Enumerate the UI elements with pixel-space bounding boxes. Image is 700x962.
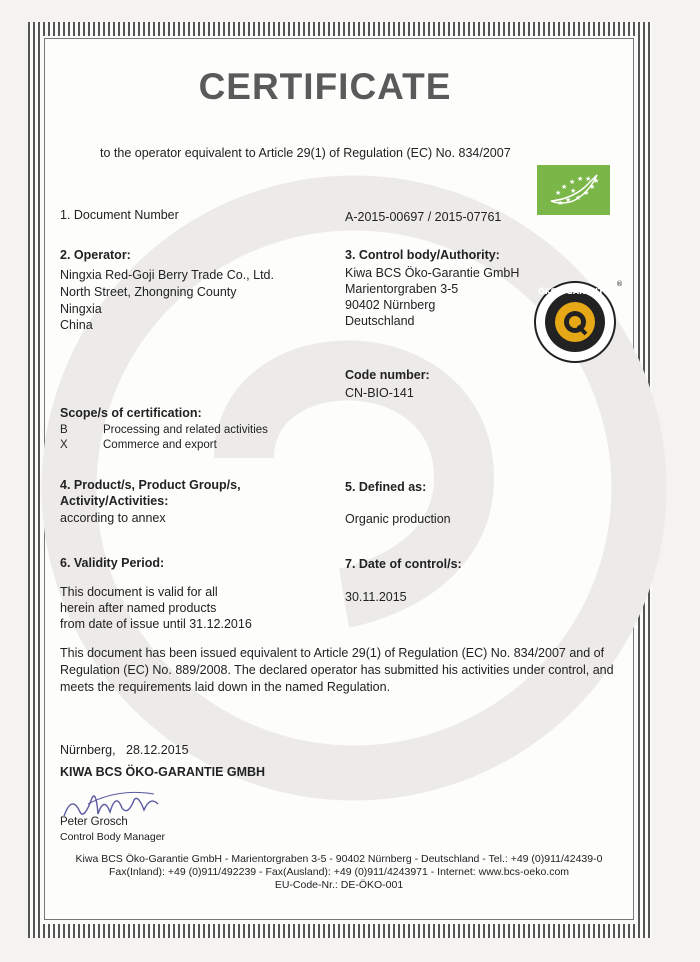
control-body-line-2: Marientorgraben 3-5 [345, 282, 459, 296]
bcs-seal-bottom-text: BCS [566, 351, 584, 360]
scope-item-code-1: B [60, 424, 68, 436]
scope-item-text-2: Commerce and export [103, 439, 217, 451]
products-label-line-1: 4. Product/s, Product Group/s, [60, 478, 241, 492]
defined-as-value: Organic production [345, 512, 451, 526]
place-and-date: Nürnberg, 28.12.2015 [60, 743, 189, 757]
bcs-seal-top-text: ÖKO - GARANTIE [537, 287, 613, 296]
issuer-name: KIWA BCS ÖKO-GARANTIE GMBH [60, 765, 266, 779]
svg-text:★: ★ [561, 183, 568, 191]
certification-statement: This document has been issued equivalent to Article 29(1) of Regulation (EC) No. 834/2007 and of Regulation (EC) No. 889/2008. The declared operator has submitted his activities under control, and meets the requirements laid down in the named Regulation. [60, 646, 614, 694]
svg-text:★: ★ [583, 189, 590, 197]
products-label-line-2: Activity/Activities: [60, 494, 169, 508]
svg-text:®: ® [616, 280, 623, 288]
scope-item-text-1: Processing and related activities [103, 424, 268, 436]
code-number-value: CN-BIO-141 [345, 386, 414, 400]
document-number-label: 1. Document Number [60, 208, 179, 222]
svg-text:★: ★ [585, 175, 592, 183]
bcs-oeko-garantie-seal [532, 278, 623, 364]
certificate-title: CERTIFICATE [198, 66, 452, 107]
defined-as-label: 5. Defined as: [345, 480, 427, 494]
svg-text:★: ★ [593, 177, 600, 185]
signatory-role: Control Body Manager [60, 831, 166, 843]
scope-item-code-2: X [60, 439, 68, 451]
footer-line-3: EU-Code-Nr.: DE-ÖKO-001 [274, 879, 404, 891]
svg-text:★: ★ [555, 189, 562, 197]
date-of-control-label: 7. Date of control/s: [345, 557, 462, 571]
svg-text:★: ★ [569, 178, 576, 186]
operator-line-2: North Street, Zhongning County [60, 285, 237, 299]
eu-leaf-stars-icon [537, 165, 610, 215]
control-body-line-4: Deutschland [345, 314, 415, 328]
eu-organic-logo [537, 165, 610, 215]
signatory-name: Peter Grosch [60, 816, 128, 828]
certificate-subtitle: to the operator equivalent to Article 29(1) of Regulation (EC) No. 834/2007 [100, 146, 511, 160]
validity-label: 6. Validity Period: [60, 556, 165, 570]
svg-text:★: ★ [557, 199, 564, 207]
validity-line-3: from date of issue until 31.12.2016 [60, 617, 252, 631]
code-number-label: Code number: [345, 368, 430, 382]
operator-line-3: Ningxia [60, 302, 102, 316]
svg-text:★: ★ [589, 183, 596, 191]
document-number-value: A-2015-00697 / 2015-07761 [345, 210, 502, 224]
footer-line-1: Kiwa BCS Öko-Garantie GmbH - Marientorgraben 3-5 - 90402 Nürnberg - Deutschland - Tel.: +49 (0)911/42439-0 [75, 853, 603, 865]
validity-line-2: herein after named products [60, 601, 217, 615]
products-value: according to annex [60, 511, 166, 525]
operator-line-4: China [60, 318, 93, 332]
operator-label: 2. Operator: [60, 248, 131, 262]
svg-text:★: ★ [565, 196, 572, 204]
footer-line-2: Fax(Inland): +49 (0)911/492239 - Fax(Ausland): +49 (0)911/4243971 - Internet: www.bcs-oeko.com [108, 866, 570, 878]
scope-label: Scope/s of certification: [60, 406, 202, 420]
svg-text:★: ★ [575, 194, 582, 202]
control-body-label: 3. Control body/Authority: [345, 248, 500, 262]
operator-line-1: Ningxia Red-Goji Berry Trade Co., Ltd. [60, 268, 274, 282]
control-body-line-3: 90402 Nürnberg [345, 298, 436, 312]
svg-text:★: ★ [570, 187, 577, 195]
svg-text:★: ★ [577, 175, 584, 183]
control-body-line-1: Kiwa BCS Öko-Garantie GmbH [345, 266, 520, 280]
date-of-control-value: 30.11.2015 [345, 590, 407, 604]
validity-line-1: This document is valid for all [60, 585, 218, 599]
